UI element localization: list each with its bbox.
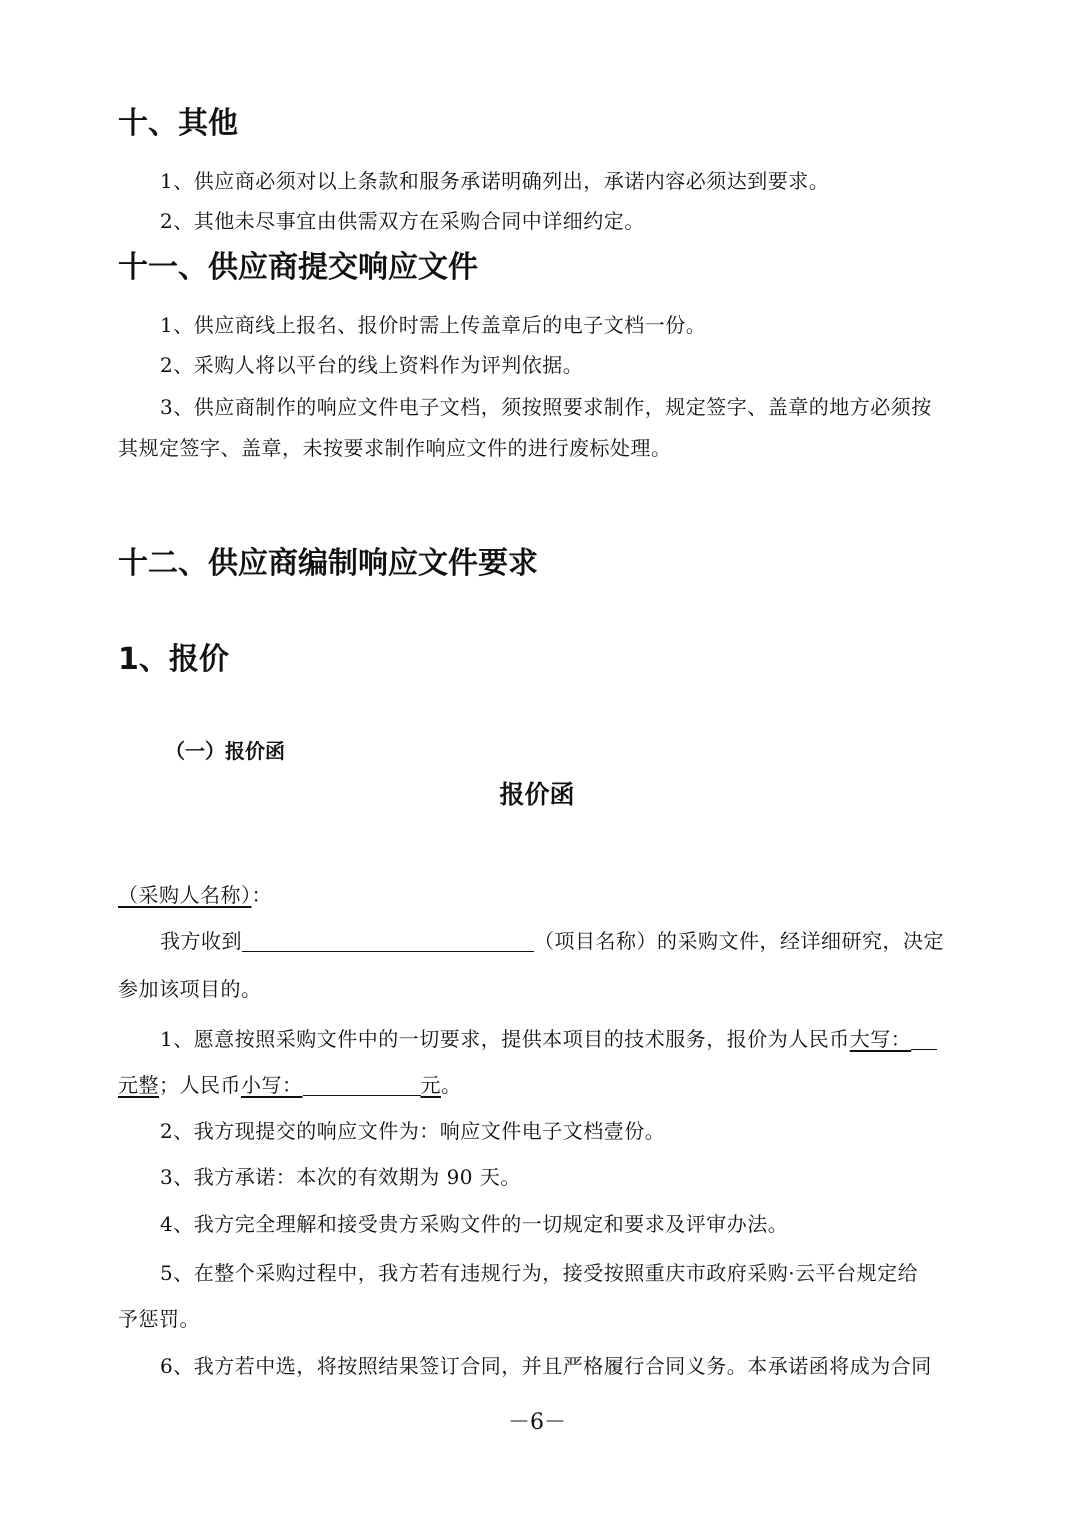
letter-para-1-prefix: 我方收到: [160, 929, 242, 953]
letter-para-1-suffix: （项目名称）的采购文件，经详细研究，决定: [534, 929, 944, 953]
letter-item-1-mid: ；人民币: [159, 1073, 241, 1097]
quote-heading: 1、报价: [118, 642, 229, 677]
quote-letter-subheading: （一）报价函: [165, 739, 285, 763]
capital-amount-label: 大写：: [849, 1027, 912, 1051]
section-11-heading: 十一、供应商提交响应文件: [118, 250, 478, 285]
small-amount-unit: 元: [420, 1073, 441, 1097]
page-number: －6－: [508, 1410, 566, 1435]
letter-item-5-line-1: 5、在整个采购过程中，我方若有违规行为，接受按照重庆市政府采购·云平台规定给: [160, 1261, 919, 1285]
small-amount-label: 小写：: [241, 1073, 303, 1097]
project-name-blank[interactable]: [242, 927, 534, 952]
section-10-heading: 十、其他: [118, 106, 238, 141]
letter-item-2: 2、我方现提交的响应文件为：响应文件电子文档壹份。: [160, 1119, 666, 1143]
quote-letter-title: 报价函: [499, 780, 575, 809]
section-11-item-2: 2、采购人将以平台的线上资料作为评判依据。: [160, 353, 584, 377]
letter-item-1-line-1: [160, 1016, 1010, 1062]
letter-item-1-line-2: [118, 1062, 968, 1108]
letter-item-3: 3、我方承诺：本次的有效期为 90 天。: [160, 1165, 521, 1189]
section-11-item-3-line-1: 3、供应商制作的响应文件电子文档，须按照要求制作，规定签字、盖章的地方必须按: [160, 395, 932, 419]
capital-amount-unit: 元整: [118, 1073, 159, 1097]
letter-item-1-prefix: 1、愿意按照采购文件中的一切要求，提供本项目的技术服务，报价为人民币: [160, 1027, 850, 1051]
letter-addressee-colon: ：: [251, 883, 272, 907]
section-10-item-1: 1、供应商必须对以上条款和服务承诺明确列出，承诺内容必须达到要求。: [160, 169, 830, 193]
small-amount-blank[interactable]: [303, 1071, 421, 1096]
section-11-item-1: 1、供应商线上报名、报价时需上传盖章后的电子文档一份。: [160, 313, 707, 337]
letter-para-1-line-1: [160, 918, 1010, 964]
letter-addressee: （采购人名称）: [118, 883, 252, 907]
letter-item-5-line-2: 予惩罚。: [118, 1307, 200, 1331]
letter-para-1-line-2: 参加该项目的。: [118, 977, 262, 1001]
letter-item-6-line-1: 6、我方若中选，将按照结果签订合同，并且严格履行合同义务。本承诺函将成为合同: [160, 1354, 932, 1378]
letter-addressee-line: [118, 872, 968, 918]
letter-item-1-end: 。: [441, 1073, 462, 1097]
section-12-heading: 十二、供应商编制响应文件要求: [118, 546, 538, 581]
section-11-item-3-line-2: 其规定签字、盖章，未按要求制作响应文件的进行废标处理。: [118, 436, 672, 460]
letter-item-4: 4、我方完全理解和接受贵方采购文件的一切规定和要求及评审办法。: [160, 1212, 789, 1236]
capital-amount-blank[interactable]: [911, 1025, 937, 1050]
section-10-item-2: 2、其他未尽事宜由供需双方在采购合同中详细约定。: [160, 209, 645, 233]
